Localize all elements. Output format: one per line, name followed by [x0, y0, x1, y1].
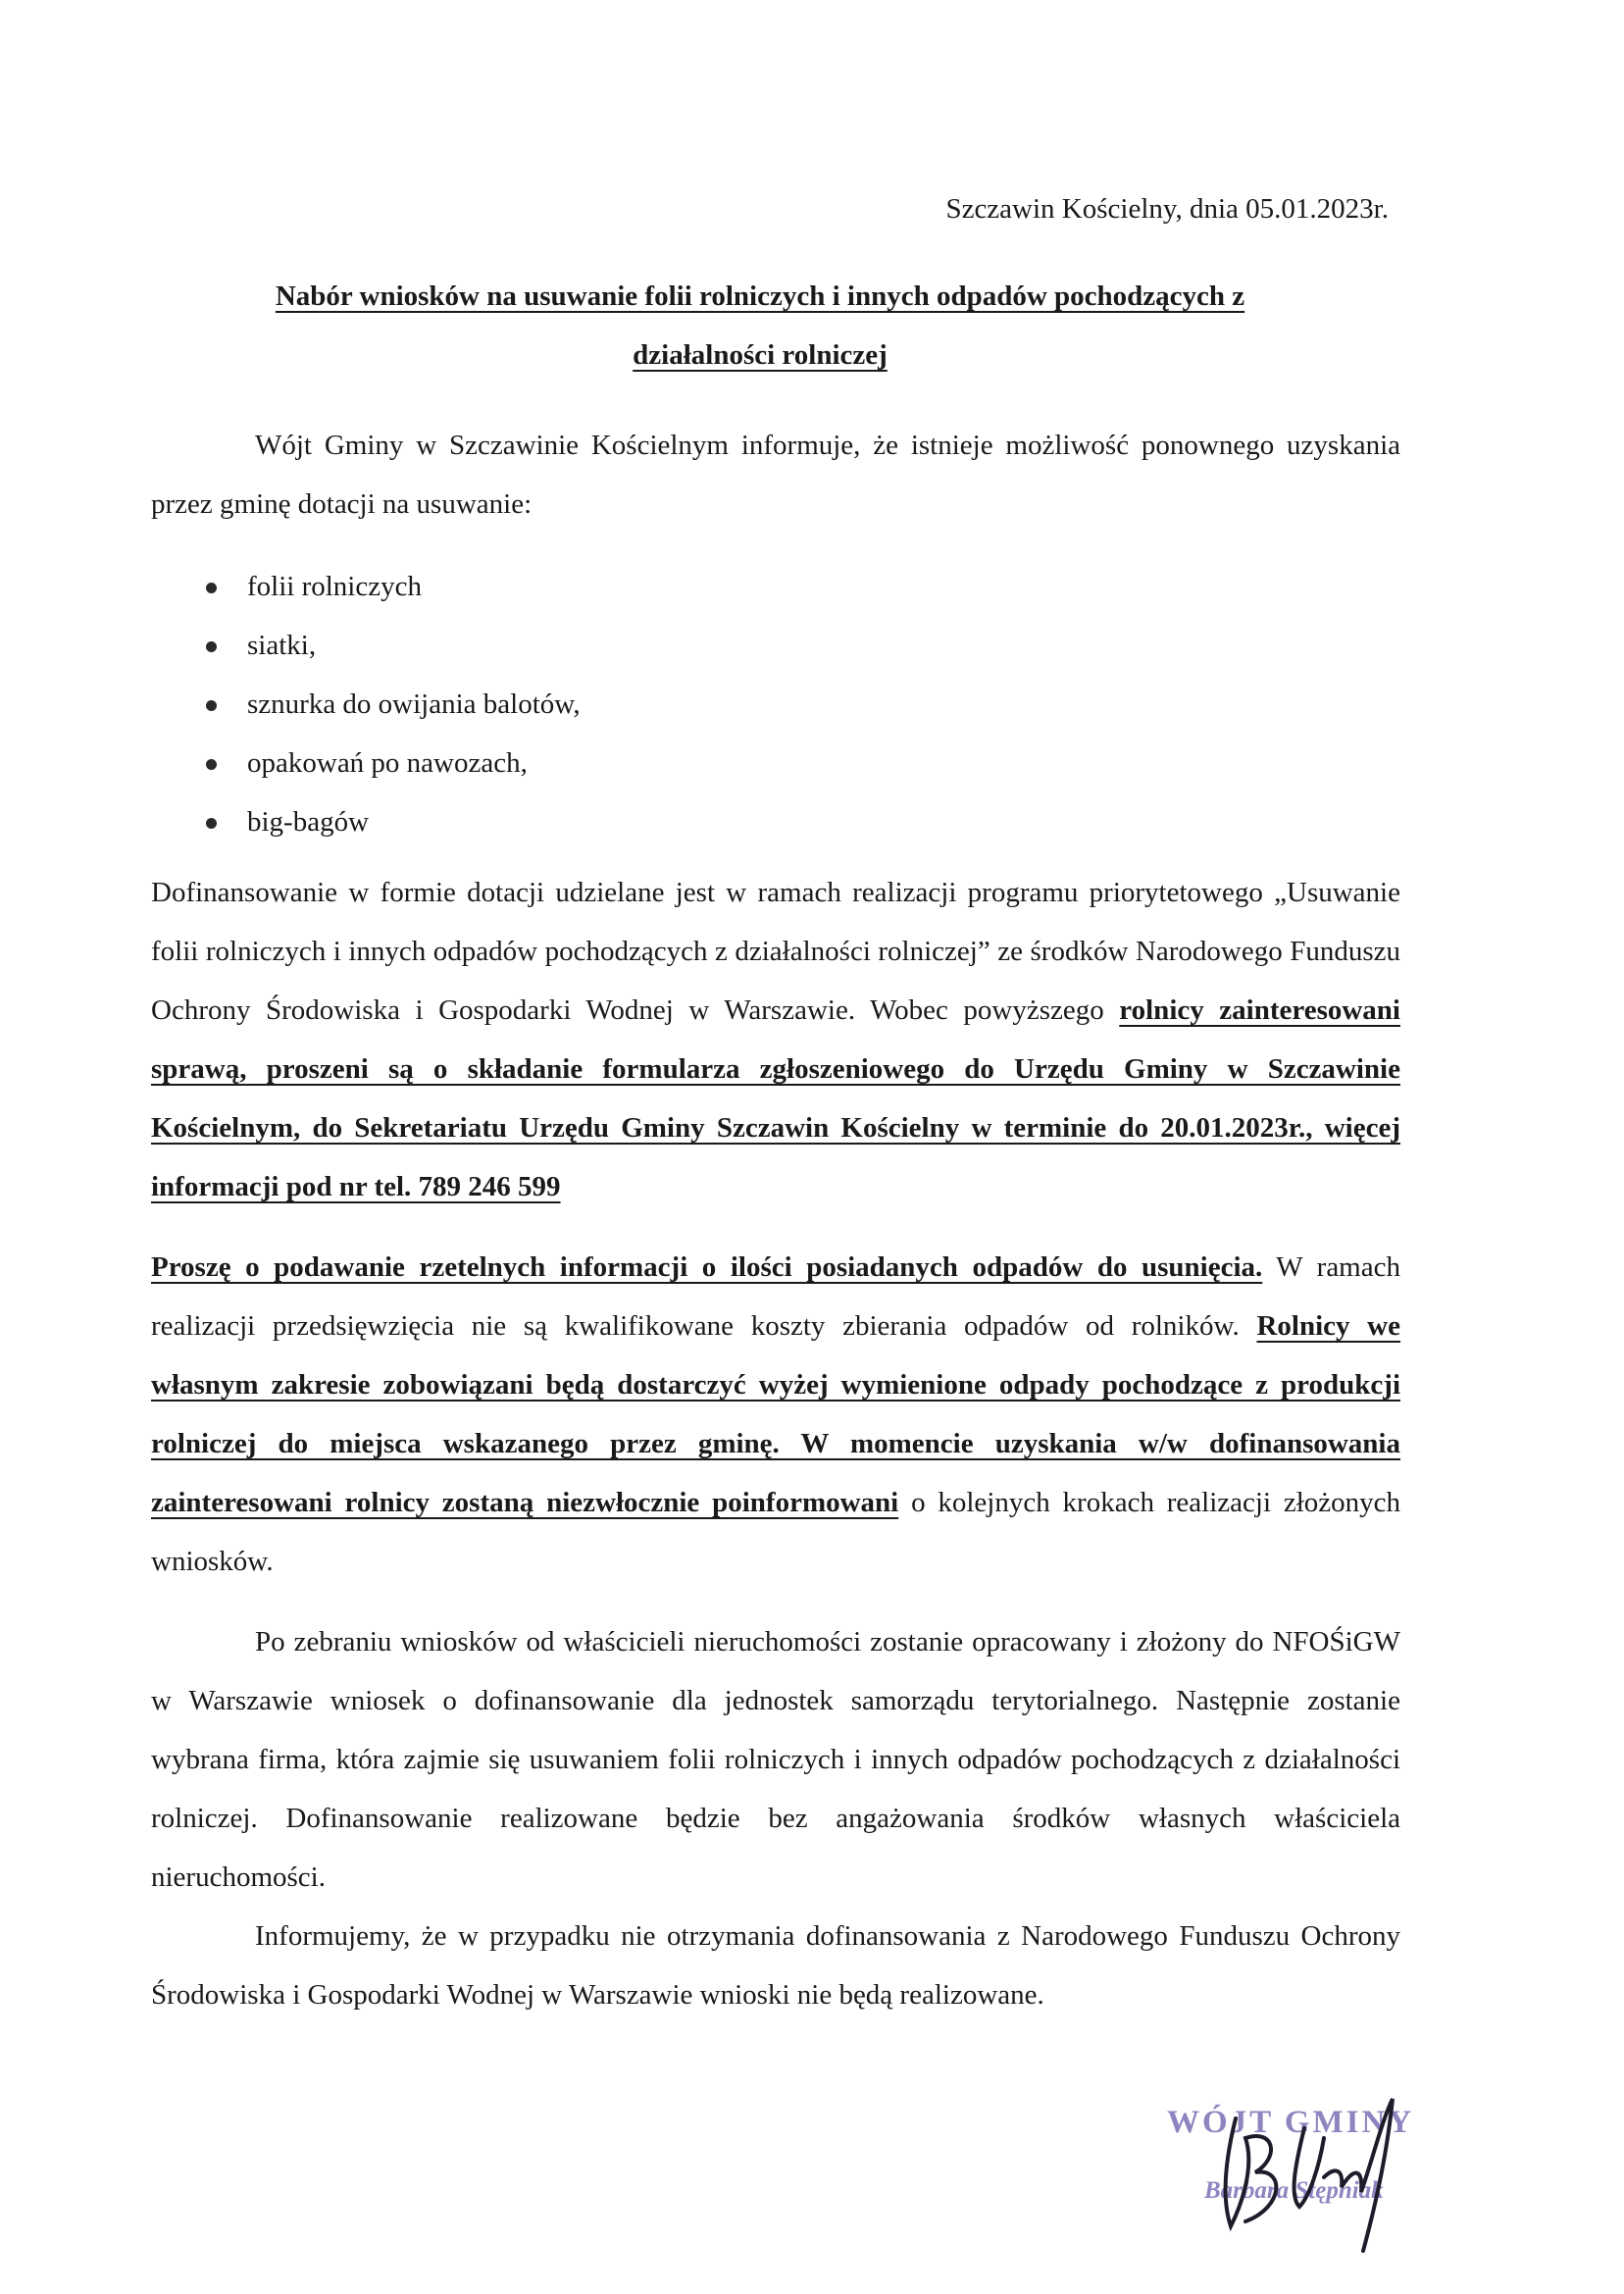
bullet-icon [206, 700, 217, 711]
bullet-icon [206, 583, 217, 593]
bullet-icon [206, 759, 217, 770]
stamp-title: WÓJT GMINY [1167, 2105, 1415, 2140]
date-line: Szczawin Kościelny, dnia 05.01.2023r. [945, 193, 1389, 225]
title-line-1: Nabór wniosków na usuwanie folii rolniczych i innych odpadów pochodzących z [275, 280, 1245, 312]
list-item: big-bagów [151, 792, 1400, 851]
list-item: opakowań po nawozach, [151, 734, 1400, 792]
handwritten-signature [1187, 2060, 1442, 2256]
delivery-obligation: Rolnicy we własnym zakresie zobowiązani będą dostarczyć wyżej wymienione odpady pochodzące z produkcji rolniczej do miejsca wskazanego przez gminę. W momencie uzyskania w/w dofinansowania zainteresowani rolnicy zostaną niezwłocznie poinformowani [151, 1310, 1401, 1518]
stamp-name: Barbara Stępniak [1204, 2177, 1384, 2204]
closing-paragraph: Informujemy, że w przypadku nie otrzymania dofinansowania z Narodowego Funduszu Ochrony Środowiska i Gospodarki Wodnej w Warszawie wnioski nie będą realizowane. [151, 1920, 1400, 2011]
waste-list [151, 557, 1400, 851]
accuracy-request: Proszę o podawanie rzetelnych informacji o ilości posiadanych odpadów do usunięcia. [151, 1251, 1263, 1283]
title-line-2: działalności rolniczej [633, 339, 888, 371]
document-title [147, 267, 1373, 384]
bullet-icon [206, 641, 217, 652]
document-body [151, 416, 1400, 2024]
list-item: folii rolniczych [151, 557, 1400, 616]
procedure-paragraph: Po zebraniu wniosków od właścicieli nieruchomości zostanie opracowany i złożony do NFOŚiGW w Warszawie wniosek o dofinansowanie dla jednostek samorządu terytorialnego. Następnie zostanie wybrana firma, która zajmie się usuwaniem folii rolniczych i innych odpadów pochodzących z działalności rolniczej. Dofinansowanie realizowane będzie bez angażowania środków własnych właściciela nieruchomości. [151, 1626, 1400, 1893]
list-item: sznurka do owijania balotów, [151, 675, 1400, 734]
intro-paragraph: Wójt Gminy w Szczawinie Kościelnym informuje, że istnieje możliwość ponownego uzyskania przez gminę dotacji na usuwanie: [151, 430, 1400, 520]
list-item: siatki, [151, 616, 1400, 675]
bullet-icon [206, 818, 217, 829]
application-deadline-notice: rolnicy zainteresowani sprawą, proszeni są o składanie formularza zgłoszeniowego do Urzędu Gminy w Szczawinie Kościelnym, do Sekretariatu Urzędu Gminy Szczawin Kościelny w terminie do 20.01.2023r., więcej informacji pod nr tel. 789 246 599 [151, 994, 1400, 1202]
funding-paragraph: Dofinansowanie w formie dotacji udzielane jest w ramach realizacji programu priorytetowego „Usuwanie folii rolniczych i innych odpadów pochodzących z działalności rolniczej” ze środków Narodowego Funduszu Ochrony Środowiska i Gospodarki Wodnej w Warszawie. Wobec powyższego rolnicy zainteresowani sprawą, proszeni są o składanie formularza zgłoszeniowego do Urzędu Gminy w Szczawinie Kościelnym, do Sekretariatu Urzędu Gminy Szczawin Kościelny w terminie do 20.01.2023r., więcej informacji pod nr tel. 789 246 599 [151, 877, 1400, 1202]
notice-paragraph: Proszę o podawanie rzetelnych informacji o ilości posiadanych odpadów do usunięcia. W ramach realizacji przedsięwzięcia nie są kwalifikowane koszty zbierania odpadów od rolników. Rolnicy we własnym zakresie zobowiązani będą dostarczyć wyżej wymienione odpady pochodzące z produkcji rolniczej do miejsca wskazanego przez gminę. W momencie uzyskania w/w dofinansowania zainteresowani rolnicy zostaną niezwłocznie poinformowani o kolejnych krokach realizacji złożonych wniosków. [151, 1251, 1401, 1577]
